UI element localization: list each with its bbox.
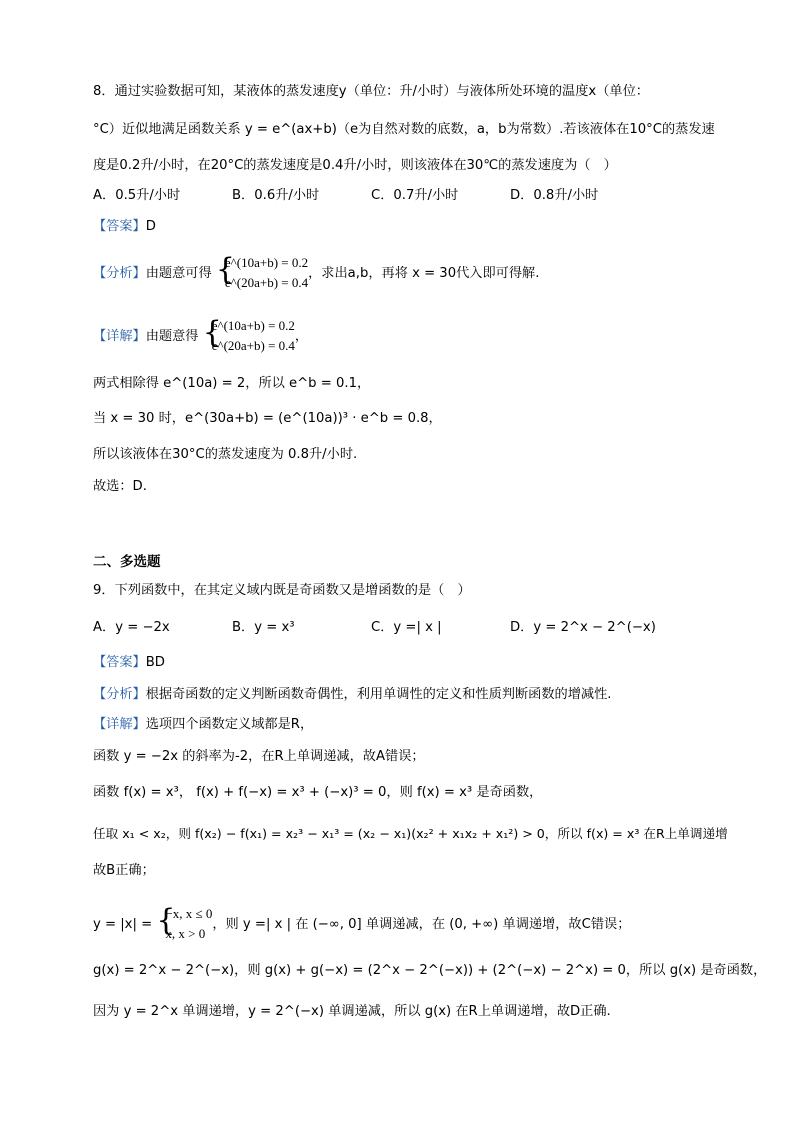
q8-detail-step-3: 所以该液体在30°C的蒸发速度为 0.8升/小时. <box>93 447 358 462</box>
q9-abs-def-post: ，则 y =| x | 在 (−∞, 0] 单调递减，在 (0, +∞) 单调递增，故C错误； <box>212 917 631 932</box>
analysis-tag: 【分析】 <box>93 266 146 281</box>
q8-analysis-system: { e^(10a+b) = 0.2 e^(20a+b) = 0.4 <box>216 253 308 293</box>
q9-detail: 选项四个函数定义域都是R， <box>145 717 314 732</box>
detail-tag: 【详解】 <box>93 329 146 344</box>
q9-analysis-line <box>93 686 612 704</box>
q8-detail-step-4: 故选：D. <box>93 479 147 494</box>
q8-detail-eq1: e^(10a+b) = 0.2 <box>211 318 295 333</box>
q8-analysis-pre: 由题意可得 <box>145 266 212 281</box>
q8-analysis-eq2: e^(20a+b) = 0.4 <box>224 275 309 290</box>
q9-analysis: 根据奇函数的定义判断函数奇偶性，利用单调性的定义和性质判断函数的增减性. <box>145 687 612 702</box>
q9-option-c: C．y =| x | <box>371 620 442 635</box>
q8-stem-line-3: 度是0.2升/小时，在20°C的蒸发速度是0.4升/小时，则该液体在30℃的蒸发速度为（ ） <box>93 158 617 173</box>
q9-abs-def-pre: y = |x| = <box>93 917 153 932</box>
q8-detail-eq2: e^(20a+b) = 0.4 <box>211 338 295 353</box>
q9-answer-line <box>93 654 165 672</box>
q9-option-d: D．y = 2^x − 2^(−x) <box>510 620 656 635</box>
answer-tag: 【答案】 <box>93 219 146 234</box>
q9-detail-step-4: 故B正确； <box>93 863 155 878</box>
q9-detail-step-2: 函数 f(x) = x³， f(x) + f(−x) = x³ + (−x)³ = 0，则 f(x) = x³ 是奇函数， <box>93 785 543 800</box>
q8-analysis-eq1: e^(10a+b) = 0.2 <box>224 255 309 270</box>
q9-detail-step-6: g(x) = 2^x − 2^(−x)，则 g(x) + g(−x) = (2^x − 2^(−x)) + (2^(−x) − 2^x) = 0，所以 g(x) 是奇函数， <box>93 963 767 978</box>
q9-option-b: B．y = x³ <box>232 620 295 635</box>
q8-detail-pre: 由题意得 <box>145 329 199 344</box>
q9-detail-step-3: 任取 x₁ < x₂，则 f(x₂) − f(x₁) = x₂³ − x₁³ = (x₂ − x₁)(x₂² + x₁x₂ + x₁²) > 0，所以 f(x) = x³ 在R上单调递增 <box>93 826 728 841</box>
q8-analysis-line <box>93 253 539 293</box>
section-heading: 二、多选题 <box>93 554 161 570</box>
q9-abs-piecewise: { −x, x ≤ 0 x, x > 0 <box>156 904 212 944</box>
q9-detail-step-7: 因为 y = 2^x 单调递增，y = 2^(−x) 单调递减，所以 g(x) 在R上单调递增，故D正确. <box>93 1004 611 1019</box>
q9-abs-case-2: x, x > 0 <box>165 926 206 941</box>
q9-stem: 9．下列函数中，在其定义域内既是奇函数又是增函数的是（ ） <box>93 583 471 598</box>
q8-analysis-post: ，求出a,b，再将 x = 30代入即可得解. <box>308 266 540 281</box>
q8-answer-line <box>93 218 156 236</box>
q8-detail-line <box>93 316 308 356</box>
q9-detail-step-1: 函数 y = −2x 的斜率为-2，在R上单调递减，故A错误； <box>93 749 425 764</box>
q9-abs-case-1: −x, x ≤ 0 <box>165 906 213 921</box>
q9-detail-line <box>93 716 313 734</box>
detail-tag: 【详解】 <box>93 717 146 732</box>
q8-stem-line-2: °C）近似地满足函数关系 y = e^(ax+b)（e为自然对数的底数，a，b为常数）.若该液体在10°C的蒸发速 <box>93 122 715 137</box>
q8-option-b: B．0.6升/小时 <box>232 188 320 203</box>
q8-option-c: C．0.7升/小时 <box>371 188 459 203</box>
q8-stem-line-1: 8．通过实验数据可知，某液体的蒸发速度y（单位：升/小时）与液体所处环境的温度x（单位： <box>93 84 649 99</box>
q9-option-a: A．y = −2x <box>93 620 170 635</box>
q8-option-a: A．0.5升/小时 <box>93 188 181 203</box>
q9-answer: BD <box>145 655 165 670</box>
q8-detail-post: ， <box>294 329 309 344</box>
q8-detail-system: { e^(10a+b) = 0.2 e^(20a+b) = 0.4 <box>203 316 295 356</box>
analysis-tag: 【分析】 <box>93 687 146 702</box>
q8-detail-step-2: 当 x = 30 时，e^(30a+b) = (e^(10a))³ · e^b = 0.8， <box>93 411 442 426</box>
q8-detail-step-1: 两式相除得 e^(10a) = 2，所以 e^b = 0.1， <box>93 376 371 391</box>
answer-tag: 【答案】 <box>93 655 146 670</box>
q8-answer: D <box>145 219 156 234</box>
q9-detail-step-5 <box>93 904 630 944</box>
q8-option-d: D．0.8升/小时 <box>510 188 599 203</box>
